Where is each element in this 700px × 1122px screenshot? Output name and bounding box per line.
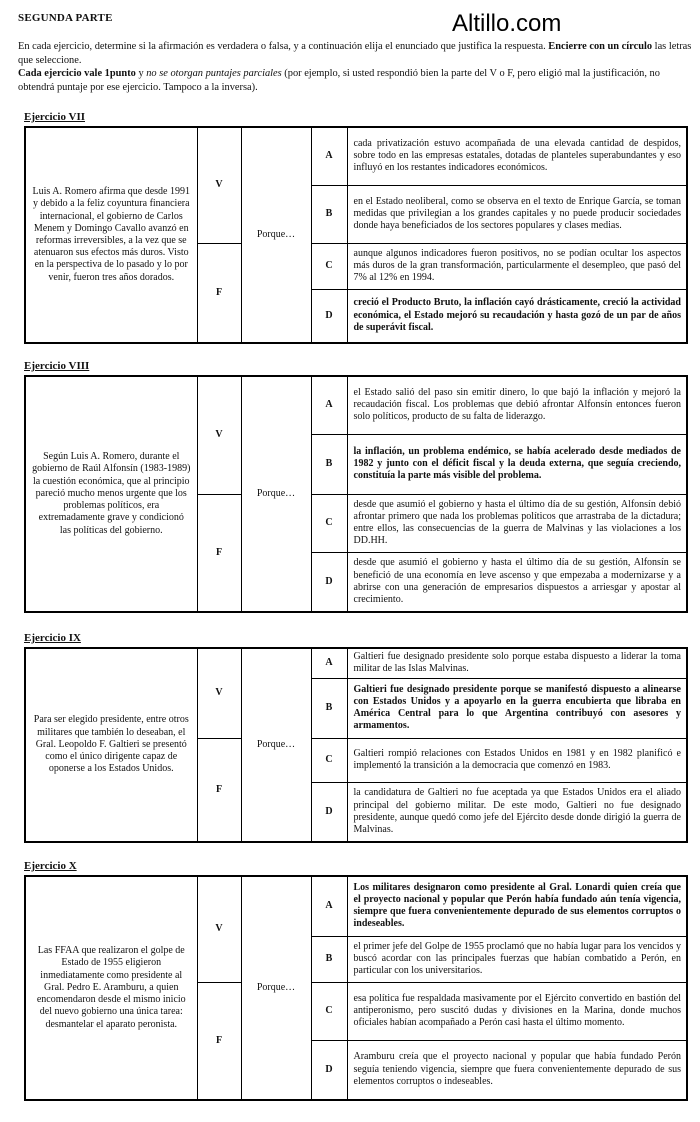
watermark-logo: Altillo.com bbox=[452, 10, 562, 37]
option-letter[interactable]: A bbox=[311, 127, 347, 185]
option-text: Aramburu creía que el proyecto nacional y popular que había fundado Perón seguía teniendo vigencia, siempre que fuera convenientemente depurado de sus elementos corruptos o indeseables. bbox=[347, 1040, 687, 1100]
option-text: desde que asumió el gobierno y hasta el último día de su gestión, Alfonsín debió afrontar primero que nada los problemas políticos que arrastraba de la dictadura; entre ellos, las consecuencias de la guerra de Malvinas y las violaciones a los DD.HH. bbox=[347, 494, 687, 552]
option-text: la candidatura de Galtieri no fue aceptada ya que Estados Unidos era el aliado principal del gobierno militar. De este modo, Galtieri no fue designado presidente, aunque quedó como jefe del Ejército desde donde dirigió la guerra de Malvinas. bbox=[347, 782, 687, 842]
option-letter[interactable]: B bbox=[311, 185, 347, 243]
false-option[interactable]: F bbox=[197, 738, 241, 842]
option-text: cada privatización estuvo acompañada de una elevada cantidad de despidos, sobre todo en las empresas estatales, dotadas de planteles superabundantes y eso influyó en los restantes indicadores económicos. bbox=[347, 127, 687, 185]
option-text: desde que asumió el gobierno y hasta el último día de su gestión, Alfonsín se benefició de una economía en leve ascenso y que empezaba a modernizarse y a abrirse con una generación de empresarios dispuestos a arriesgar y apostar al crecimiento. bbox=[347, 552, 687, 612]
option-text: creció el Producto Bruto, la inflación cayó drásticamente, creció la actividad económica, el Estado mejoró su recaudación y hasta gozó de un par de años de superávit fiscal. bbox=[347, 289, 687, 343]
section-title: SEGUNDA PARTE bbox=[18, 12, 113, 24]
option-text: la inflación, un problema endémico, se había acelerado desde mediados de 1982 y junto con el déficit fiscal y la deuda externa, que seguía creciendo, constituía la parte más visible del problema. bbox=[347, 434, 687, 494]
instructions-text: En cada ejercicio, determine si la afirmación es verdadera o falsa, y a continuación elija el enunciado que justifica la respuesta. bbox=[18, 41, 549, 52]
instructions-bold: Encierre con un círculo bbox=[548, 41, 653, 52]
true-option[interactable]: V bbox=[197, 127, 241, 243]
option-text: aunque algunos indicadores fueron positivos, no se podían ocultar los aspectos más duros de la gran transformación, particularmente el desempleo, que pasó del 7% al 12% en 1994. bbox=[347, 243, 687, 289]
option-letter[interactable]: B bbox=[311, 936, 347, 982]
true-option[interactable]: V bbox=[197, 648, 241, 738]
option-letter[interactable]: C bbox=[311, 243, 347, 289]
instructions-text: y bbox=[135, 68, 147, 79]
option-letter[interactable]: C bbox=[311, 494, 347, 552]
instructions-bold: Cada ejercicio vale 1punto bbox=[18, 68, 136, 79]
option-text: Galtieri rompió relaciones con Estados Unidos en 1981 y en 1982 planificó e implementó la transición a la democracia que comenzó en 1983. bbox=[347, 738, 687, 782]
option-letter[interactable]: C bbox=[311, 738, 347, 782]
false-option[interactable]: F bbox=[197, 982, 241, 1100]
porque-label: Porque… bbox=[241, 648, 311, 842]
true-option[interactable]: V bbox=[197, 876, 241, 982]
option-letter[interactable]: A bbox=[311, 876, 347, 936]
exercise-title: Ejercicio VIII bbox=[24, 360, 90, 372]
exercise-statement: Según Luis A. Romero, durante el gobierno de Raúl Alfonsín (1983-1989) la cuestión económica, que al principio pareció mucho menos urgente que los problemas políticos, era extremadamente grave y condicionó las políticas del gobierno. bbox=[25, 376, 197, 612]
false-option[interactable]: F bbox=[197, 243, 241, 343]
false-option[interactable]: F bbox=[197, 494, 241, 612]
option-text: el Estado salió del paso sin emitir dinero, lo que bajó la inflación y mejoró la recaudación fiscal. Los problemas que debió afrontar Alfonsín entonces fueron solo políticos, producto de su falta de liderazgo. bbox=[347, 376, 687, 434]
option-text: Galtieri fue designado presidente solo porque estaba dispuesto a liderar la toma militar de las Islas Malvinas. bbox=[347, 648, 687, 678]
option-letter[interactable]: A bbox=[311, 376, 347, 434]
exercise-title: Ejercicio X bbox=[24, 860, 77, 872]
exercise-table bbox=[24, 126, 688, 344]
option-letter[interactable]: B bbox=[311, 678, 347, 738]
exercise-statement: Luis A. Romero afirma que desde 1991 y debido a la feliz coyuntura financiera internacional, el gobierno de Carlos Menem y Domingo Cavallo avanzó en reformas irreversibles, a la vez que se atenuaron sus efectos más duros. Visto en la perspectiva de lo pasado y lo por venir, fueron tres años dorados. bbox=[25, 127, 197, 343]
exercise-title: Ejercicio IX bbox=[24, 632, 81, 644]
exercise-title: Ejercicio VII bbox=[24, 111, 85, 123]
porque-label: Porque… bbox=[241, 127, 311, 343]
exercise-statement: Para ser elegido presidente, entre otros militares que también lo deseaban, el Gral. Leopoldo F. Galtieri se presentó como el único dirigente capaz de oponerse a los Estados Unidos. bbox=[25, 648, 197, 842]
instructions-text: las letras que seleccione. bbox=[18, 41, 692, 66]
option-letter[interactable]: B bbox=[311, 434, 347, 494]
porque-label: Porque… bbox=[241, 876, 311, 1100]
option-text: Los militares designaron como presidente al Gral. Lonardi quien creía que el proyecto nacional y popular que Perón había fundado aún tenía vigencia, siempre que fuera convenientemente depurado de sus elementos corruptos o indeseables. bbox=[347, 876, 687, 936]
option-text: en el Estado neoliberal, como se observa en el texto de Enrique García, se toman medidas que privilegian a los grandes capitales y no puede producir sociedades donde haya beneficiados de los sectores populares y clases medias. bbox=[347, 185, 687, 243]
option-letter[interactable]: D bbox=[311, 1040, 347, 1100]
exercise-table bbox=[24, 875, 688, 1101]
option-letter[interactable]: D bbox=[311, 782, 347, 842]
option-letter[interactable]: A bbox=[311, 648, 347, 678]
exercise-table bbox=[24, 375, 688, 613]
option-text: esa política fue respaldada masivamente por el Ejército convertido en bastión del antiperonismo, pero suscitó dudas y divisiones en la Marina, donde muchos oficiales habían acompañado a Perón casi hasta el último momento. bbox=[347, 982, 687, 1040]
true-option[interactable]: V bbox=[197, 376, 241, 494]
option-letter[interactable]: D bbox=[311, 552, 347, 612]
instructions-text: (por ejemplo, si usted respondió bien la parte del V o F, pero eligió mal la justificación, no obtendrá puntaje por ese ejercicio. Tampoco a la inversa). bbox=[18, 68, 660, 93]
option-letter[interactable]: D bbox=[311, 289, 347, 343]
instructions-italic: no se otorgan puntajes parciales bbox=[146, 68, 282, 79]
exercise-table bbox=[24, 647, 688, 843]
option-letter[interactable]: C bbox=[311, 982, 347, 1040]
exercise-statement: Las FFAA que realizaron el golpe de Estado de 1955 eligieron inmediatamente como presidente al Gral. Pedro E. Aramburu, a quien encomendaron desde el mismo inicio del nuevo gobierno una única tarea: desmantelar el aparato peronista. bbox=[25, 876, 197, 1100]
option-text: Galtieri fue designado presidente porque se manifestó dispuesto a alinearse con Estados Unidos y a apoyarlo en la guerra encubierta que libraba en América Central para lo que Argentina contribuyó con asesores y armamentos. bbox=[347, 678, 687, 738]
option-text: el primer jefe del Golpe de 1955 proclamó que no había lugar para los vencidos y buscó acordar con las principales fuerzas que habían combatido a Perón, en particular con los universitarios. bbox=[347, 936, 687, 982]
porque-label: Porque… bbox=[241, 376, 311, 612]
instructions bbox=[18, 40, 694, 94]
